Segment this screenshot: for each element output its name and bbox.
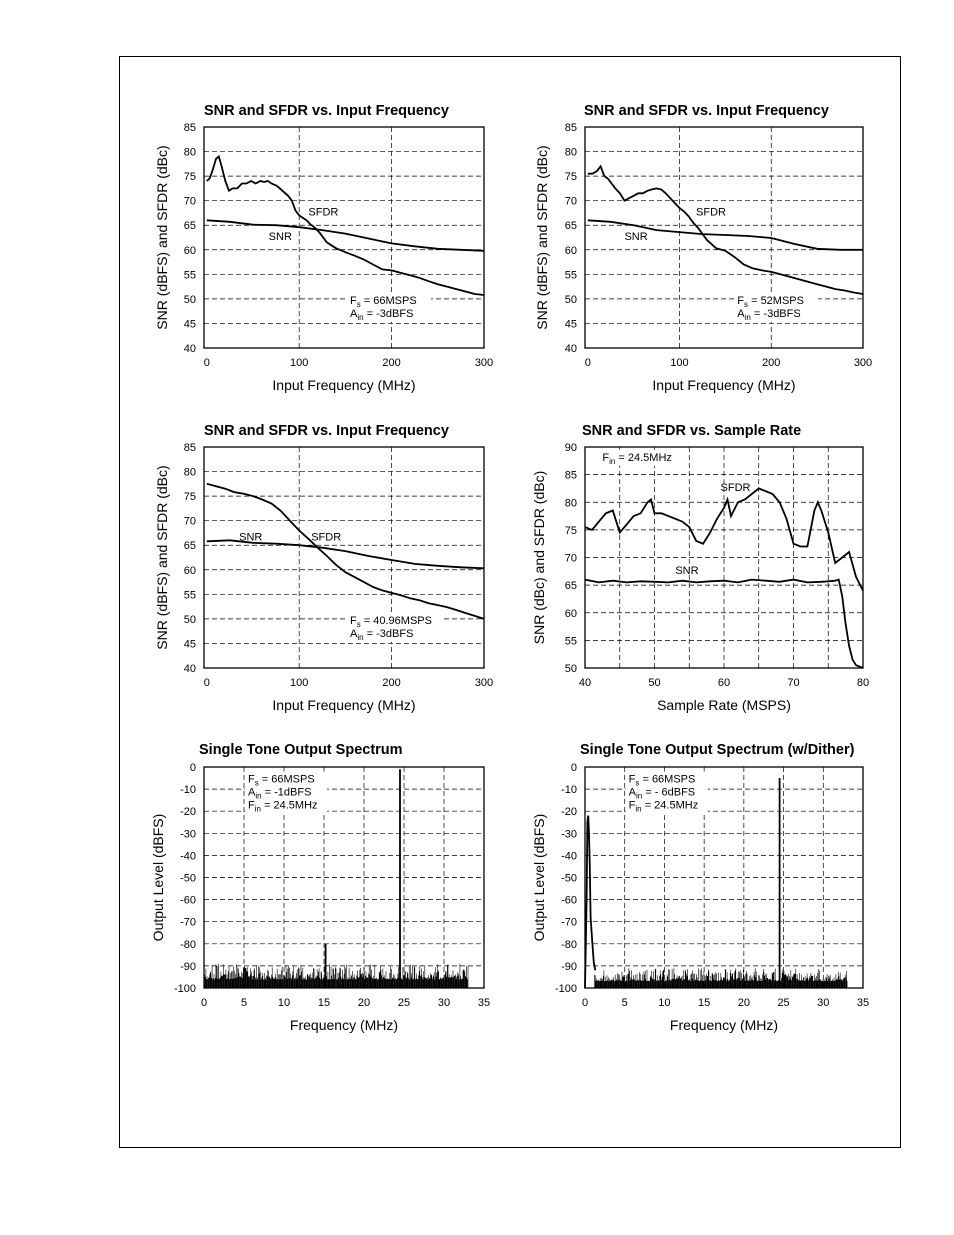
x-tick-label: 25 [397, 997, 411, 1009]
x-tick-label: 300 [853, 357, 873, 369]
y-tick-label: 50 [564, 293, 577, 306]
x-tick-label: 100 [670, 357, 689, 369]
x-axis-label: Input Frequency (MHz) [652, 377, 796, 393]
x-axis-label: Frequency (MHz) [289, 1017, 399, 1033]
chart-6 [531, 742, 869, 1033]
y-tick-label: -80 [180, 938, 196, 951]
y-tick-label: 70 [183, 195, 196, 208]
y-tick-label: 60 [564, 244, 577, 257]
y-tick-label: -90 [561, 960, 577, 973]
annotation-line1-value: = 40.96MSPS [360, 614, 432, 627]
annotation-line3-subscript: in [635, 804, 642, 814]
y-tick-label: 80 [183, 466, 196, 479]
y-tick-label: 40 [564, 343, 577, 355]
x-tick-label: 60 [717, 677, 731, 689]
y-tick-label: 55 [183, 589, 196, 602]
y-tick-label: 75 [183, 171, 196, 184]
x-axis-label: Frequency (MHz) [669, 1017, 779, 1033]
x-tick-label: 300 [474, 357, 494, 369]
chart-2 [534, 103, 872, 393]
x-axis-label: Sample Rate (MSPS) [657, 697, 791, 713]
y-tick-label: 50 [564, 663, 577, 675]
x-tick-label: 200 [382, 357, 401, 369]
y-tick-label: -70 [180, 916, 196, 929]
chart-title: SNR and SFDR vs. Input Frequency [204, 423, 449, 439]
plot-frame [204, 127, 484, 348]
y-tick-label: -100 [554, 983, 577, 995]
chart-title: SNR and SFDR vs. Sample Rate [582, 423, 802, 439]
annotation-line1-prefix: F [737, 294, 745, 307]
x-tick-label: 100 [290, 677, 309, 689]
series-label-snr: SNR [268, 230, 292, 243]
y-tick-label: -30 [180, 828, 196, 841]
annotation-line3-prefix: F [248, 799, 255, 812]
y-tick-label: -70 [561, 916, 577, 929]
chart-5 [150, 742, 490, 1033]
y-tick-label: -10 [561, 784, 577, 797]
x-tick-label: 15 [698, 997, 711, 1009]
y-tick-label: 60 [183, 244, 196, 257]
chart-4 [531, 423, 869, 713]
y-tick-label: 60 [183, 564, 196, 577]
annotation-line1-prefix: F [628, 773, 636, 786]
y-tick-label: -50 [561, 872, 577, 885]
annotation-line2-prefix: A [350, 627, 358, 640]
annotation-line2-prefix: A [628, 786, 637, 799]
annotation-line2-subscript: in [255, 791, 262, 801]
chart-title: SNR and SFDR vs. Input Frequency [584, 103, 829, 119]
y-axis-label: SNR (dBFS) and SFDR (dBc) [534, 145, 550, 330]
chart-1 [154, 103, 493, 393]
annotation-line2-prefix: A [248, 786, 256, 799]
annotation-line2-subscript: in [357, 632, 364, 642]
x-tick-label: 0 [203, 677, 210, 689]
x-tick-label: 20 [357, 997, 371, 1009]
annotation-line2-subscript: in [357, 312, 364, 322]
annotation-line1-subscript: in [609, 456, 616, 466]
x-tick-label: 30 [817, 997, 830, 1009]
annotation-line2-value: = -3dBFS [363, 307, 414, 320]
x-axis-label: Input Frequency (MHz) [272, 377, 416, 393]
annotation-line1-prefix: F [350, 614, 357, 627]
y-tick-label: 65 [564, 220, 577, 233]
y-tick-label: -20 [180, 806, 196, 819]
dither-noise-trace [585, 816, 595, 988]
y-tick-label: 45 [564, 318, 577, 331]
series-label-snr: SNR [675, 565, 699, 578]
y-tick-label: 40 [183, 343, 196, 355]
x-tick-label: 80 [856, 677, 870, 689]
annotation-line3-subscript: in [254, 804, 261, 814]
x-tick-label: 25 [777, 997, 790, 1009]
y-tick-label: -30 [561, 828, 577, 841]
annotation-line1-value: = 52MSPS [748, 294, 804, 307]
annotation-line2-prefix: A [737, 307, 745, 320]
y-tick-label: 50 [183, 613, 196, 626]
x-tick-label: 70 [787, 677, 800, 689]
annotation-line1-value: = 66MSPS [639, 773, 696, 786]
annotation-line1 [350, 295, 417, 309]
annotation-line1-prefix: F [602, 451, 610, 464]
y-tick-label: -90 [180, 960, 196, 973]
y-tick-label: -60 [561, 894, 577, 907]
y-axis-label: SNR (dBFS) and SFDR (dBc) [154, 145, 170, 330]
x-tick-label: 35 [477, 997, 491, 1009]
x-tick-label: 200 [762, 357, 781, 369]
x-tick-label: 300 [474, 677, 494, 689]
noise-floor-trace [204, 964, 468, 988]
x-tick-label: 0 [584, 357, 591, 369]
y-tick-label: 45 [183, 318, 196, 331]
x-axis-label: Input Frequency (MHz) [272, 697, 416, 713]
x-tick-label: 10 [277, 997, 291, 1009]
chart-title: Single Tone Output Spectrum (w/Dither) [580, 742, 855, 758]
y-tick-label: 80 [183, 146, 196, 159]
annotation-line1-subscript: s [744, 299, 749, 309]
annotation-line2-value: = -3dBFS [750, 307, 801, 320]
series-label-sfdr: SFDR [308, 206, 339, 219]
annotation-line1-value: = 66MSPS [258, 773, 315, 786]
noise-floor-trace [595, 968, 848, 988]
series-label-snr: SNR [624, 230, 648, 243]
chart-title: SNR and SFDR vs. Input Frequency [204, 103, 449, 119]
annotation-line1-subscript: s [254, 778, 259, 788]
y-tick-label: 70 [564, 195, 577, 208]
y-tick-label: -100 [173, 983, 196, 995]
annotation-line1 [350, 615, 432, 629]
y-tick-label: 85 [564, 469, 577, 482]
y-axis-label: SNR (dBc) and SFDR (dBc) [531, 470, 547, 645]
annotation-line2-value: = - 6dBFS [642, 786, 696, 799]
y-tick-label: 0 [189, 762, 196, 774]
x-tick-label: 10 [658, 997, 671, 1009]
y-axis-label: Output Level (dBFS) [531, 813, 547, 942]
y-axis-label: SNR (dBFS) and SFDR (dBc) [154, 465, 170, 650]
annotation-line3-value: = 24.5MHz [260, 799, 318, 812]
y-tick-label: -60 [180, 894, 196, 907]
y-tick-label: 40 [183, 663, 196, 675]
series-label-sfdr: SFDR [720, 482, 751, 495]
series-label-snr: SNR [239, 531, 263, 544]
y-tick-label: 55 [564, 269, 577, 282]
annotation-line2-value: = -3dBFS [363, 627, 414, 640]
y-tick-label: 0 [570, 762, 577, 774]
x-tick-label: 5 [621, 997, 628, 1009]
x-tick-label: 40 [578, 677, 592, 689]
y-tick-label: 75 [564, 171, 577, 184]
y-tick-label: 70 [564, 552, 577, 565]
chart-title: Single Tone Output Spectrum [199, 742, 403, 758]
y-axis-label: Output Level (dBFS) [150, 813, 166, 942]
x-tick-label: 15 [317, 997, 331, 1009]
y-tick-label: -80 [561, 938, 577, 951]
annotation-line1 [629, 773, 696, 787]
y-tick-label: 55 [183, 269, 196, 282]
series-label-sfdr: SFDR [696, 206, 726, 219]
y-tick-label: 80 [564, 146, 577, 159]
y-tick-label: 80 [564, 497, 577, 510]
series-line-snr [207, 220, 484, 251]
y-tick-label: 90 [564, 442, 577, 454]
annotation-line1-value: = 66MSPS [360, 294, 417, 307]
annotation-line1-subscript: s [635, 778, 640, 788]
y-tick-label: 75 [564, 524, 577, 537]
x-tick-label: 0 [200, 997, 208, 1009]
annotation-line2-subscript: in [636, 791, 643, 801]
x-tick-label: 35 [856, 997, 870, 1009]
annotation-line2-value: = -1dBFS [261, 786, 312, 799]
annotation-line2-subscript: in [744, 312, 751, 322]
series-label-sfdr: SFDR [311, 531, 342, 544]
y-tick-label: 60 [564, 607, 577, 620]
chart-3 [154, 423, 493, 713]
series-line-snr [207, 540, 484, 568]
annotation-line1 [737, 295, 804, 309]
x-tick-label: 5 [240, 997, 248, 1009]
x-tick-label: 100 [290, 357, 309, 369]
y-tick-label: -20 [561, 806, 577, 819]
annotation-line2-prefix: A [350, 307, 358, 320]
annotation-line1-value: = 24.5MHz [615, 451, 672, 464]
annotation-line3-value: = 24.5MHz [641, 799, 699, 812]
x-tick-label: 200 [382, 677, 401, 689]
annotation-line1-prefix: F [350, 294, 357, 307]
y-tick-label: 85 [183, 122, 196, 134]
annotation-line1 [248, 773, 315, 787]
y-tick-label: 65 [183, 220, 196, 233]
annotation-line1-subscript: s [356, 619, 361, 629]
annotation-line1-subscript: s [356, 299, 361, 309]
x-tick-label: 20 [737, 997, 750, 1009]
y-tick-label: 75 [183, 491, 196, 504]
y-tick-label: 85 [183, 442, 196, 454]
x-tick-label: 0 [203, 357, 210, 369]
y-tick-label: 50 [183, 293, 196, 306]
y-tick-label: -40 [180, 850, 196, 863]
x-tick-label: 0 [581, 997, 589, 1009]
x-tick-label: 30 [437, 997, 451, 1009]
x-tick-label: 50 [648, 677, 661, 689]
annotation-line3-prefix: F [628, 799, 636, 812]
y-tick-label: 45 [183, 638, 196, 651]
y-tick-label: 65 [564, 580, 577, 593]
y-tick-label: 70 [183, 515, 196, 528]
y-tick-label: 65 [183, 540, 196, 553]
y-tick-label: 55 [564, 635, 577, 648]
y-tick-label: 85 [564, 122, 577, 134]
y-tick-label: -50 [180, 872, 196, 885]
y-tick-label: -10 [180, 784, 196, 797]
y-tick-label: -40 [561, 850, 577, 863]
annotation-line1-prefix: F [248, 773, 255, 786]
